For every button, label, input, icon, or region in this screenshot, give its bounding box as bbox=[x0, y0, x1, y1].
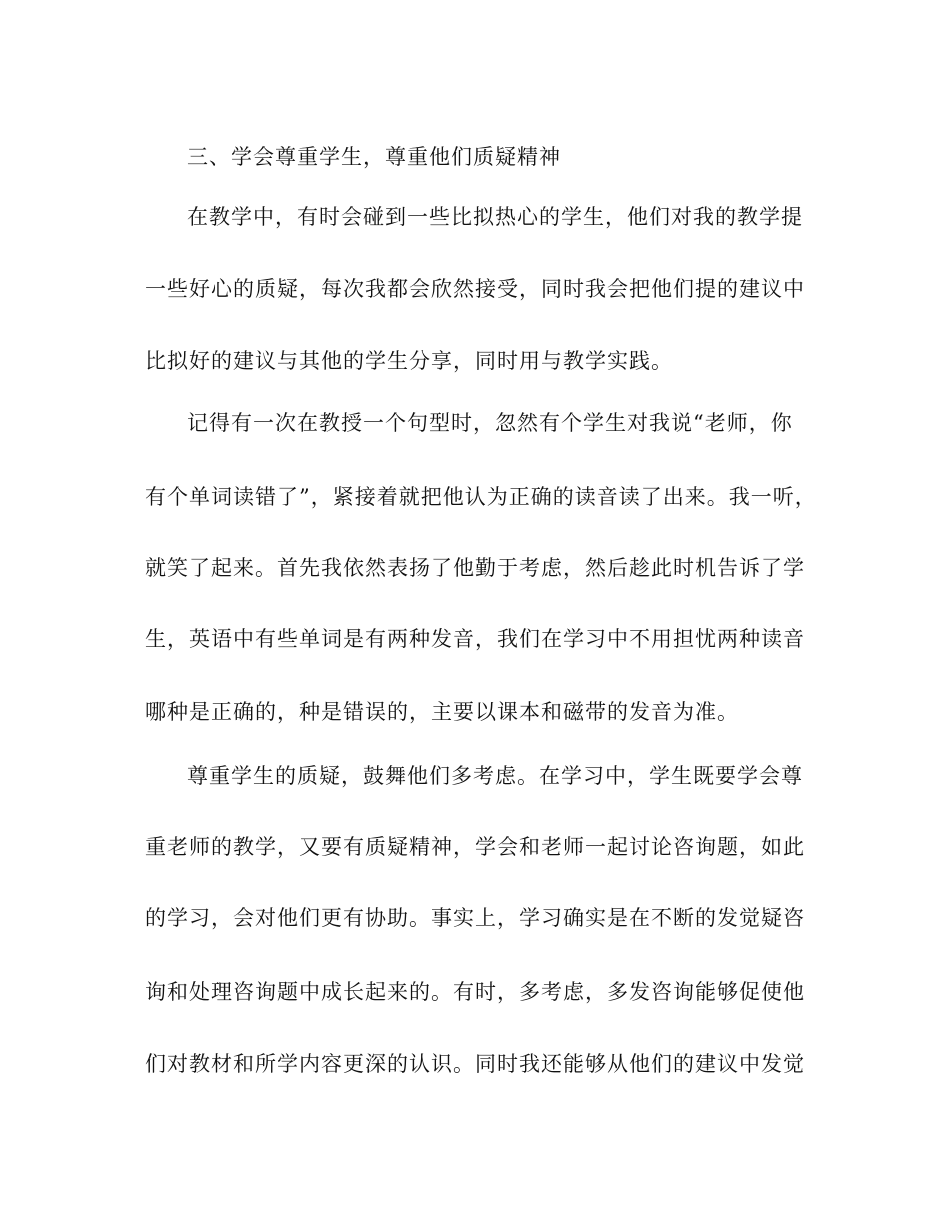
paragraph-line: 记得有一次在教授一个句型时，忽然有个学生对我说“老师，你 bbox=[187, 411, 793, 435]
paragraph-line: 比拟好的建议与其他的学生分享，同时用与教学实践。 bbox=[145, 349, 673, 373]
paragraph-line: 哪种是正确的，种是错误的，主要以课本和磁带的发音为准。 bbox=[145, 700, 739, 724]
paragraph-line: 一些好心的质疑，每次我都会欣然接受，同时我会把他们提的建议中 bbox=[145, 277, 805, 301]
section-heading: 三、学会尊重学生，尊重他们质疑精神 bbox=[187, 145, 561, 169]
paragraph-line: 在教学中，有时会碰到一些比拟热心的学生，他们对我的教学提 bbox=[187, 205, 803, 229]
paragraph-line: 有个单词读错了”，紧接着就把他认为正确的读音读了出来。我一听， bbox=[145, 485, 817, 509]
paragraph-line: 们对教材和所学内容更深的认识。同时我还能够从他们的建议中发觉 bbox=[145, 1052, 805, 1076]
paragraph-line: 尊重学生的质疑，鼓舞他们多考虑。在学习中，学生既要学会尊 bbox=[187, 764, 803, 788]
paragraph-line: 重老师的教学，又要有质疑精神，学会和老师一起讨论咨询题，如此 bbox=[145, 835, 805, 859]
paragraph-line: 询和处理咨询题中成长起来的。有时，多考虑，多发咨询能够促使他 bbox=[145, 980, 805, 1004]
paragraph-line: 的学习，会对他们更有协助。事实上，学习确实是在不断的发觉疑咨 bbox=[145, 906, 805, 930]
paragraph-line: 就笑了起来。首先我依然表扬了他勤于考虑，然后趁此时机告诉了学 bbox=[145, 556, 805, 580]
paragraph-line: 生，英语中有些单词是有两种发音，我们在学习中不用担忧两种读音 bbox=[145, 627, 805, 651]
